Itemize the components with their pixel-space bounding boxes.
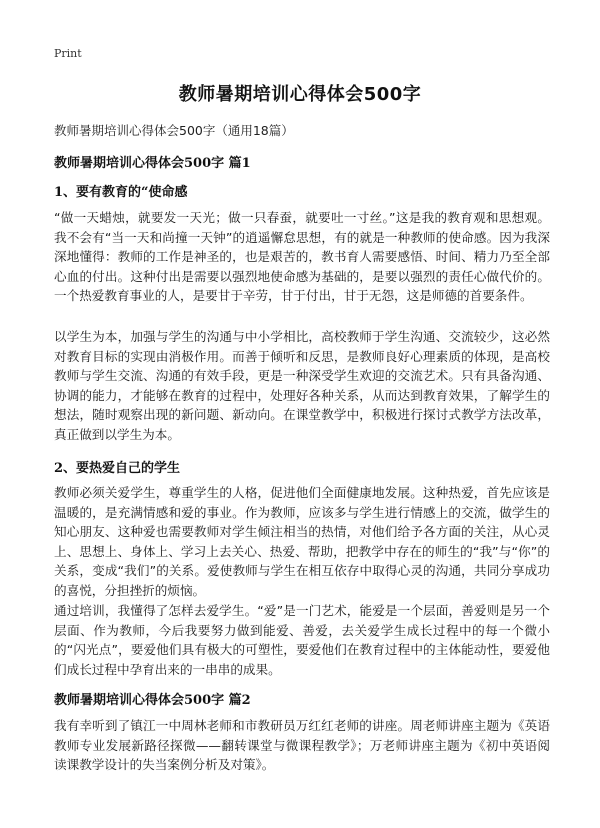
section-2-paragraph-1: 教师必须关爱学生，尊重学生的人格，促进他们全面健康地发展。这种热爱，首先应该是温暖的，是充满情感和爱的事业。作为教师，应该多与学生进行情感上的交流，做学生的知心朋友、这种爱也需要教师对学生倾注相当的热情，对他们给予各方面的关注，从心灵上、思想上、身体上、学习上去关心、热爱、帮助，把教学中存在的师生的“我”与“你”的关系，变成“我们”的关系。爱使教师与学生在相互依存中取得心灵的沟通，共同分享成功的喜悦，分担挫折的烦恼。 (54, 485, 550, 598)
section-1-paragraph-2: 以学生为本，加强与学生的沟通与中小学相比，高校教师于学生沟通、交流较少，这必然对教育目标的实现由消极作用。而善于倾听和反思，是教师良好心理素质的体现，是高校教师与学生交流、沟通的有效手段，更是一种深受学生欢迎的交流艺术。只有具备沟通、协调的能力，才能够在教育的过程中，处理好各种关系，从而达到教育效果，了解学生的想法，随时观察出现的新问题、新动向。在课堂教学中，积极进行探讨式教学方法改革，真正做到以学生为本。 (54, 329, 550, 442)
document-subtitle: 教师暑期培训心得体会500字（通用18篇） (54, 123, 294, 138)
section-1-heading: 1、要有教育的“使命感 (54, 185, 188, 200)
section-2-paragraph-2: 通过培训，我懂得了怎样去爱学生。“爱”是一门艺术，能爱是一个层面，善爱则是另一个层面、作为教师，今后我要努力做到能爱、善爱，去关爱学生成长过程中的每一个微小的“闪光点”，要爱他们具有极大的可塑性，要爱他们在教育过程中的主体能动性，要爱他们成长过程中孕育出来的一串串的成果。 (54, 603, 550, 677)
page-title: 教师暑期培训心得体会500字 (178, 84, 422, 105)
article-1-heading: 教师暑期培训心得体会500字 篇1 (54, 156, 251, 171)
article-2-paragraph-1: 我有幸听到了镇江一中周林老师和市教研员万红红老师的讲座。周老师讲座主题为《英语教师专业发展新路径探微——翻转课堂与微课程教学》；万老师讲座主题为《初中英语阅读课教学设计的失当案例分析及对策》。 (54, 718, 550, 773)
print-link[interactable]: Print (54, 47, 82, 60)
section-1-paragraph-1: “做一天蜡烛，就要发一天光；做一只春蚕，就要吐一寸丝。”这是我的教育观和思想观。我不会有“当一天和尚撞一天钟”的逍遥懈怠思想，有的就是一种教师的使命感。因为我深深地懂得：教师的工作是神圣的，也是艰苦的，教书育人需要感悟、时间、精力乃至全部心血的付出。这种付出是需要以强烈地使命感为基础的，是要以强烈的责任心做代价的。一个热爱教育事业的人，是要甘于辛劳，甘于付出，甘于无怨，这是师德的首要条件。 (54, 210, 550, 304)
section-2-heading: 2、要热爱自己的学生 (54, 461, 181, 476)
article-2-heading: 教师暑期培训心得体会500字 篇2 (54, 693, 251, 708)
